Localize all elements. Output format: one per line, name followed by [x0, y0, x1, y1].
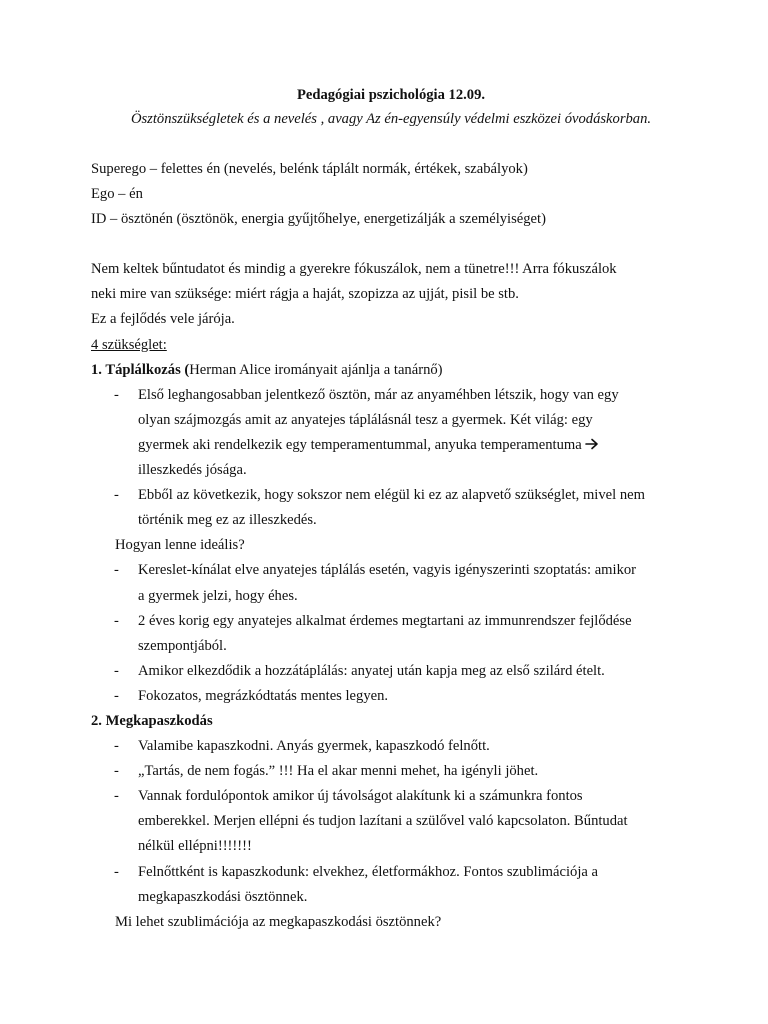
list-item-line: „Tartás, de nem fogás.” !!! Ha el akar menni mehet, ha igényli jöhet. — [138, 763, 539, 780]
list-item-line: a gyermek jelzi, hogy éhes. — [138, 587, 298, 604]
list-item — [91, 659, 691, 684]
list-item — [91, 483, 691, 533]
list-item — [91, 558, 691, 608]
list-item-line: szempontjából. — [138, 637, 227, 654]
list-item-line: 2 éves korig egy anyatejes alkalmat érdemes megtartani az immunrendszer fejlődése — [138, 612, 632, 629]
dash-bullet: - — [114, 788, 119, 805]
list-item-line: történik meg ez az illeszkedés. — [138, 512, 317, 529]
list-item-line: olyan szájmozgás amit az anyatejes táplálásnál tesz a gyermek. Két világ: egy — [138, 411, 593, 428]
list-item-line-arrow — [138, 433, 691, 458]
list-item-line: Fokozatos, megrázkódtatás mentes legyen. — [138, 687, 389, 704]
list-item-line: megkapaszkodási ösztönnek. — [138, 888, 308, 905]
definition-id: ID – ösztönén (ösztönök, energia gyűjtőhelye, energetizálják a személyiséget) — [91, 211, 546, 228]
list-item — [91, 383, 691, 483]
spacer — [91, 232, 691, 257]
needs-heading: 4 szükséglet: — [91, 336, 167, 353]
section-2-question: Mi lehet szublimációja az megkapaszkodási ösztönnek? — [115, 913, 442, 930]
section-1-list-b — [91, 558, 691, 709]
spacer — [91, 132, 691, 157]
list-item — [91, 759, 691, 784]
intro-line: Nem keltek bűntudatot és mindig a gyerekre fókuszálok, nem a tünetre!!! Arra fókuszálok — [91, 261, 617, 278]
dash-bullet: - — [114, 487, 119, 504]
dash-bullet: - — [114, 863, 119, 880]
dash-bullet: - — [114, 386, 119, 403]
list-item-line: Kereslet-kínálat elve anyatejes táplálás esetén, vagyis igényszerinti szoptatás: amikor — [138, 562, 637, 579]
section-1-heading-bold: 1. Táplálkozás ( — [91, 361, 190, 378]
list-item — [91, 609, 691, 659]
section-2-heading: 2. Megkapaszkodás — [91, 712, 213, 729]
document-subtitle: Ösztönszükségletek és a nevelés , avagy Az én-egyensúly védelmi eszközei óvodáskorban. — [130, 111, 652, 127]
document-content — [91, 84, 691, 935]
right-arrow-icon — [585, 437, 599, 453]
list-item-line: nélkül ellépni!!!!!!! — [138, 838, 252, 855]
list-item — [91, 684, 691, 709]
list-item-line: Vannak fordulópontok amikor új távolságot alakítunk ki a számunkra fontos — [138, 788, 583, 805]
section-1-heading — [91, 358, 691, 383]
section-1-heading-rest: Herman Alice irományait ajánlja a tanárnő) — [189, 361, 443, 378]
intro-line: Ez a fejlődés vele járója. — [91, 311, 235, 328]
list-item-line: emberekkel. Merjen ellépni és tudjon lazítani a szülővel való kapcsolaton. Bűntudat — [138, 813, 628, 830]
dash-bullet: - — [114, 763, 119, 780]
list-item-line: Felnőttként is kapaszkodunk: elvekhez, életformákhoz. Fontos szublimációja a — [138, 863, 598, 880]
list-item-line: Első leghangosabban jelentkező ösztön, már az anyaméhben létszik, hogy van egy — [138, 386, 619, 403]
dash-bullet: - — [114, 687, 119, 704]
list-item-line: Valamibe kapaszkodni. Anyás gyermek, kapaszkodó felnőtt. — [138, 738, 490, 755]
list-item — [91, 784, 691, 859]
list-item-line: Amikor elkezdődik a hozzátáplálás: anyatej után kapja meg az első szilárd ételt. — [138, 662, 605, 679]
definition-superego: Superego – felettes én (nevelés, belénk táplált normák, értékek, szabályok) — [91, 161, 528, 177]
section-1-list-a — [91, 383, 691, 534]
list-item — [91, 734, 691, 759]
section-1-question: Hogyan lenne ideális? — [115, 537, 245, 554]
dash-bullet: - — [114, 738, 119, 755]
list-item-line: Ebből az következik, hogy sokszor nem elégül ki ez az alapvető szükséglet, mivel nem — [138, 487, 645, 504]
dash-bullet: - — [114, 562, 119, 579]
definition-ego: Ego – én — [91, 186, 143, 203]
dash-bullet: - — [114, 612, 119, 629]
list-item-line: illeszkedés jósága. — [138, 462, 247, 479]
intro-line: neki mire van szüksége: miért rágja a haját, szopizza az ujját, pisil be stb. — [91, 286, 519, 303]
list-item — [91, 860, 691, 910]
document-title: Pedagógiai pszichológia 12.09. — [296, 87, 486, 103]
list-item-text: gyermek aki rendelkezik egy temperamentummal, anyuka temperamentuma — [138, 436, 582, 453]
dash-bullet: - — [114, 662, 119, 679]
section-2-list — [91, 734, 691, 910]
